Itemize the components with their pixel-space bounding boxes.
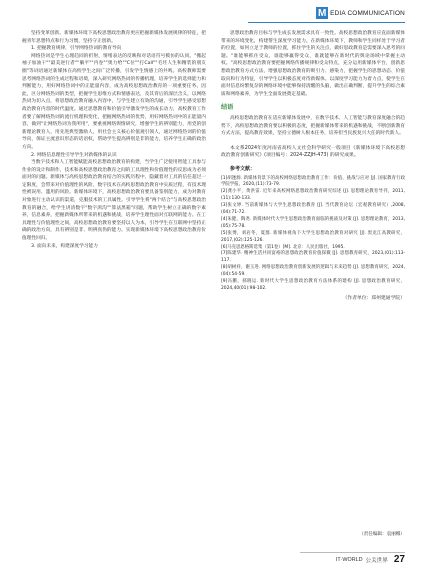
paragraph: 当数字技术和人工智能赋能高校思想政治教育的构建，当学生广泛使用智能工具参与作业的设计和制作，技术和高校思想政治教育之间的工具理性和价值理性的反思成为必须面对的问题。新媒体与高校思想政治教育结合的实践历程中，隐藏着对工具的信任超过一定限度，会带来对价值理性的风险，数字技术在高校思想政治教育中实质过程，有技术理性被误用、滥用的风险。新媒体环境下，高校思想政治教育要具备鉴别能力，成为对教育对象进行主动认识的渠道，克服技术的工具属性。引导学生将"两个结合"与高校思想政治教育的融合，给学生讲清数字"数字鸿沟""算法黑箱"问题，帮助学生树立正确的数字素养，信息素养，把握新媒体所带来的机遇和挑战，培养学生理性面对互联网的能力。在工具理性与价值理性之间，高校思想政治教育要坚持以人为本，引导学生在互联网中坚持正确的政治方向，具有辨别是非、明辨真伪的能力。实现新媒体环境下高校思想政治教育价值理性回归。 [22,160,206,242]
subheading: 2. 网络信息理性引导学生对新媒体的认识 [31,152,117,158]
footer-divider [300,552,405,553]
footer-magazine-name: IT·WORLD [335,556,363,563]
header-title: EDIA COMMUNICATION [330,9,405,17]
subheading: 3. 面向未来，构建深度学习能力 [31,243,98,249]
paragraph: 高校思想政治教育在适应新媒体发展中，在数字技术、人工智能与教育深度融合的趋势下，高校思想政治教育要以积极的态度，把握新媒体带来的机遇和挑战，不断创新教育方式方法，提高教育效果，坚持立德树人根本任务，培养担当民族复兴大任的时代新人。 [221,115,405,137]
conclusion-heading: 结语 [221,104,234,112]
reference-item: [7]陈建华. 精神生活共同富裕的思想政治教育价值探微 [J]. 思想教育研究，2023,(01):113-117. [221,251,405,264]
subheading: 1. 把握教育规律，引导网络热词的教育导向 [31,46,122,52]
paragraph: 思想政治教育目标与学生成长发展需求具有一致性。高校思想政治教育应直面新媒体带来的环境变化，构建帮生深度学习能力。在新媒体环境下，教师和学生同样处于学习者的位置，如何立足于教师的位置，抓住学生的关注点，做好思政教育是需要深入思考的问题。"谁能够抓住受众，谁能够赢得受众，谁就能够在新时代的舆论场域中掌握主动权。"高校思想政治教育要把握网络传播规律和受众特点，充分运用新媒体平台，创新思想政治教育方式方法，增强思想政治教育的吸引力、感染力，把握学生的思想动态、价值取向和行为特征，引导学生以积极态度对待新媒体。以深度学习能力为着力点，使学生在面对信息纷繁复杂的网络环境中能够保持清醒的头脑，做出正确判断，提升学生的综合素质和网络素养，为学生全面发展奠定基础。 [221,31,405,97]
reference-item: [9]冯鹏，郝晓运. 新时代大学生思想政治教育方法体系的建构 [J]. 思想政治教育研究，2024,40(01):98-102. [221,279,405,291]
magazine-header [316,6,405,20]
reference-item: [1]胡逢源. 新媒体背景下的高校网络思想政治教育工作：价值、挑战与应对 [J]. 国家教育行政学院学报，2020,(11):73-79. [221,175,405,188]
funding-note: 本文系2024年度河南省高校人文社会科学研究一般项目《新媒体环境下高校思想政治教育创新研究》(项目编号：2024-ZZJH-473) 的研究成果。 [221,145,405,159]
header-logo-letter: M [317,7,327,19]
author-affiliation: （作者单位：郑州建通学院） [342,295,405,301]
paragraph: 坚持变革创新。新媒体环境下高校思想政治教育更应把握新媒体发展规律的特征，把握青年思想特点和行为习惯，坚持守正创新。 [22,31,206,44]
page-number: 27 [393,554,405,565]
references-title: 参考文献： [230,165,256,172]
editor-credit: （责任编辑：袁丽娜） [359,532,405,537]
reference-item: [4]朱健，陶尧. 新媒体时代大学生思想政治教育面临的挑战及对策 [J]. 思想理论教育，2013,(05):75-78. [221,216,405,229]
reference-item: [5]张博，刘岩冬，夏群. 新媒体视角下大学生思想政治教育对研究 [J]. 黑龙江高教研究，2017,(02):125-126. [221,230,405,243]
reference-item: [6]马克思恩格斯选集（第1卷）[M]. 北京：人民出版社，1995. [221,244,345,250]
left-column [22,30,206,250]
footer-publication: 公关世界 [365,557,388,564]
reference-item: [8]胡树祥，谢玉进. 网络思想政治教育创新发展的逻辑与未来趋势 [J]. 思想教育研究，2024,(04):54-59. [221,265,405,278]
header-divider [248,22,405,23]
page-footer [336,554,405,565]
right-column [221,30,405,303]
reference-item: [2]龚小平，黄洪雷. 近年来高校网络思想政治教育研究综述 [J]. 思想理论教育导刊，2011,(11):130-133. [221,189,405,202]
paragraph: 网络热词是学生心理趋同的折射，情绪表达的反映和对话语符号模仿的认同。"搬起袖子加油干""最美逆行者""躺平""内卷""奥力给""C位""打Call""毛坯人生和精装的朋友圈"等词语通过新媒体在高校学生之间广泛传播，引发学生情感上的共鸣。高校教师需要思考网络热词的生成过程和语境，深入研究网络热词的传播机理，培养学生的选择能力和判断能力，用好网络热词中的正能量内容，成为高校思想政治教育的一项重要任务。因此，区分网络热词的类型，把握学生思维方式和情感表达，及其背后的深层含义，以网络热词为切入点，将思想政治教育融入内容中，与学生建立有效的沟通，引导学生感受思想政治教育内容的时代温度。通过思想教育和价值引导激发学生的成长动力，高校教育工作者要了解网络热词的流行机理和变化，把握网络热词的优势，用好网络热词中的正能量内容，做到"让网络热词为我所用"，要重视网络舆情研究，增强学生的辨别能力，用党的创新理论教育人，用先进典型激励人，用社会主义核心价值观引领人，通过网络热词的价值导向，保证主流意识形态的话语权，帮助学生提高辨别是非的能力，培养学生正确的政治方向。 [22,53,206,150]
reference-item: [3]张文婷. 当前新媒体与大学生思想政治教育 [J]. 当代教育论坛（宏观教育研究）,2008,(04):71-72. [221,203,405,216]
